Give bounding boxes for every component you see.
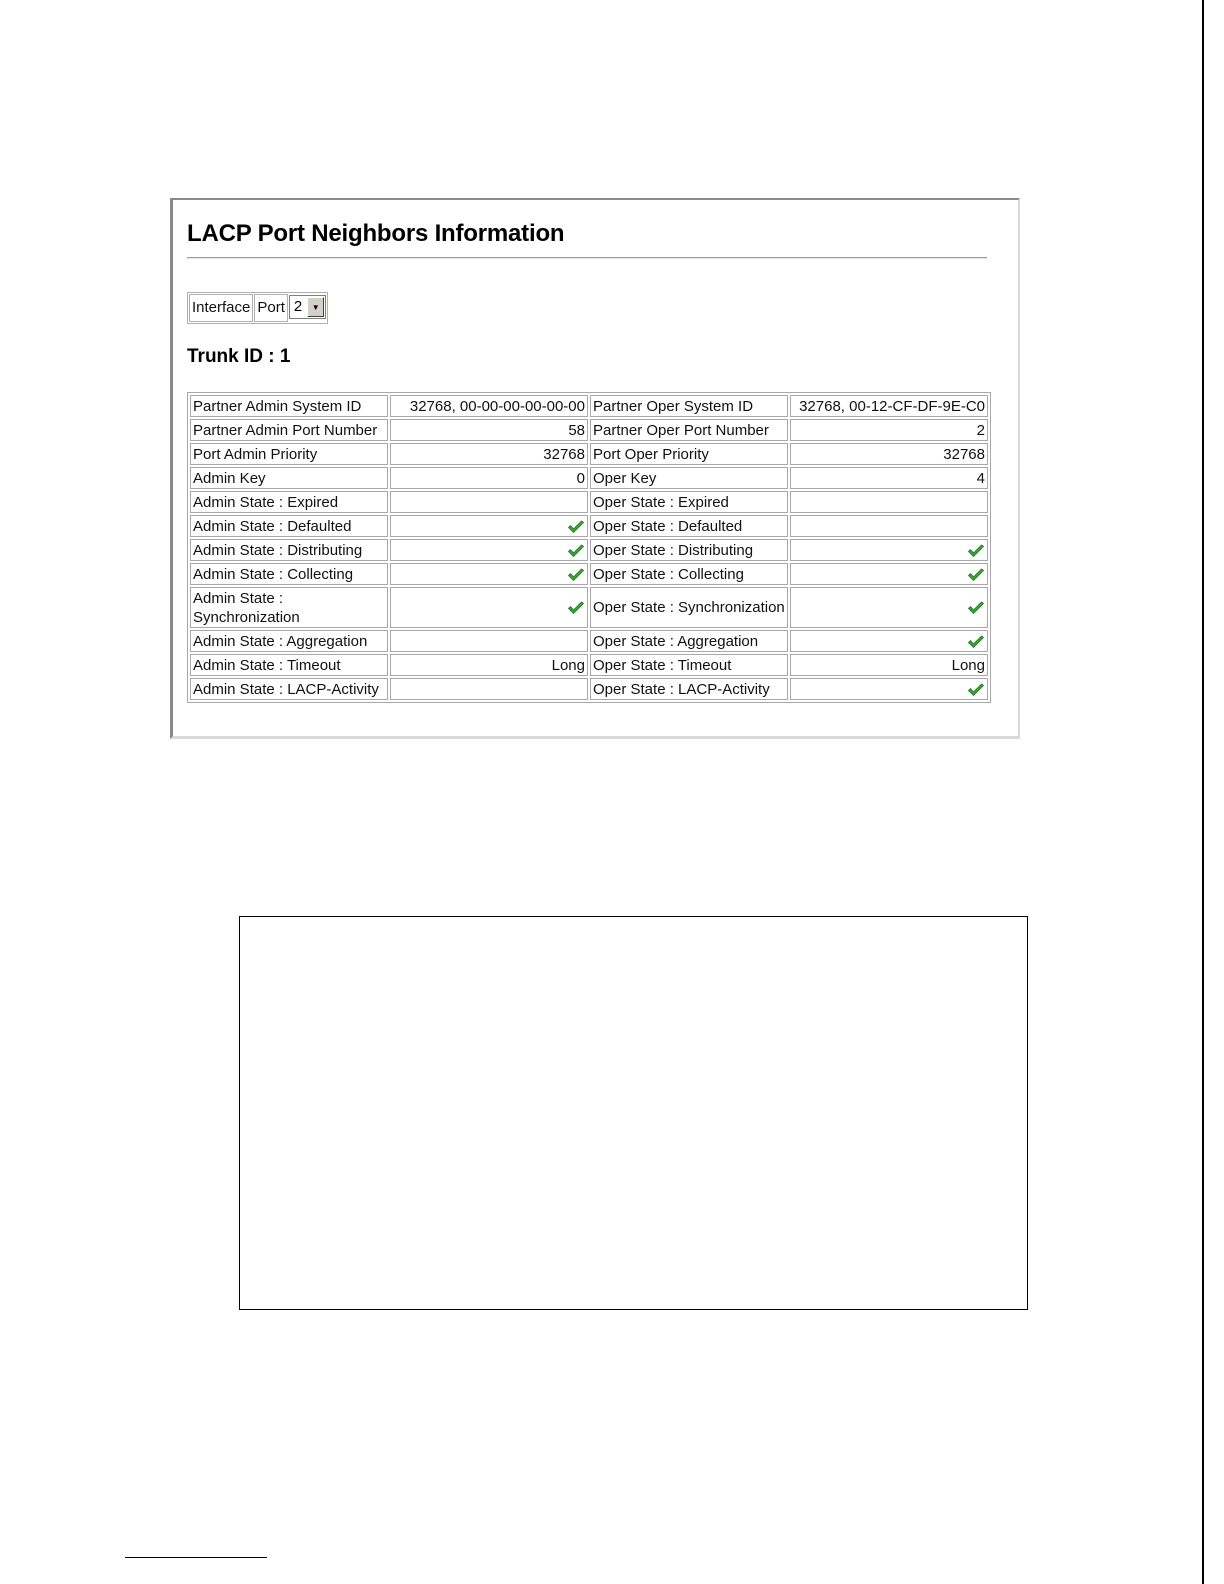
green-checkmark-icon — [967, 681, 985, 698]
oper-value-cell: 32768, 00-12-CF-DF-9E-C0 — [790, 395, 988, 417]
oper-value-cell: 4 — [790, 467, 988, 489]
admin-label-cell: Admin Key — [190, 467, 388, 489]
green-checkmark-icon — [967, 633, 985, 650]
oper-label-cell: Partner Oper Port Number — [590, 419, 788, 441]
oper-label-cell: Oper State : Expired — [590, 491, 788, 513]
oper-label-cell: Partner Oper System ID — [590, 395, 788, 417]
table-row — [190, 678, 988, 700]
chevron-down-icon[interactable]: ▼ — [307, 297, 324, 317]
table-row — [190, 539, 988, 561]
cli-example-box — [239, 916, 1028, 1310]
oper-label-cell: Oper State : Collecting — [590, 563, 788, 585]
oper-label-cell: Oper State : Distributing — [590, 539, 788, 561]
admin-label-cell: Admin State : Timeout — [190, 654, 388, 676]
footnote-divider — [125, 1557, 267, 1558]
admin-value-cell — [390, 587, 588, 628]
oper-label-cell: Oper State : Defaulted — [590, 515, 788, 537]
table-row — [190, 395, 988, 417]
interface-selector — [187, 292, 328, 324]
oper-value-cell — [790, 587, 988, 628]
admin-value-cell: 32768, 00-00-00-00-00-00 — [390, 395, 588, 417]
oper-value-cell — [790, 678, 988, 700]
admin-value-cell — [390, 539, 588, 561]
oper-label-cell: Port Oper Priority — [590, 443, 788, 465]
interface-label: Interface — [189, 294, 253, 322]
admin-label-cell: Partner Admin System ID — [190, 395, 388, 417]
admin-value-cell — [390, 630, 588, 652]
oper-label-cell: Oper State : Synchronization — [590, 587, 788, 628]
oper-label-cell: Oper Key — [590, 467, 788, 489]
oper-value-cell — [790, 515, 988, 537]
oper-label-cell: Oper State : Aggregation — [590, 630, 788, 652]
page-edge-bar — [1202, 0, 1204, 1584]
page-title: LACP Port Neighbors Information — [187, 220, 565, 247]
admin-label-cell: Admin State : Expired — [190, 491, 388, 513]
admin-value-cell: 32768 — [390, 443, 588, 465]
port-label: Port — [254, 294, 288, 322]
oper-value-cell: 2 — [790, 419, 988, 441]
table-row — [190, 563, 988, 585]
green-checkmark-icon — [967, 542, 985, 559]
green-checkmark-icon — [567, 542, 585, 559]
table-row — [190, 467, 988, 489]
admin-value-cell: 58 — [390, 419, 588, 441]
green-checkmark-icon — [967, 599, 985, 616]
table-row — [190, 654, 988, 676]
admin-value-cell: Long — [390, 654, 588, 676]
lacp-neighbors-panel — [170, 198, 1020, 739]
admin-label-cell: Admin State : Distributing — [190, 539, 388, 561]
oper-label-cell: Oper State : Timeout — [590, 654, 788, 676]
oper-label-cell: Oper State : LACP-Activity — [590, 678, 788, 700]
table-row — [190, 515, 988, 537]
oper-value-cell: 32768 — [790, 443, 988, 465]
green-checkmark-icon — [567, 566, 585, 583]
green-checkmark-icon — [567, 518, 585, 535]
oper-value-cell — [790, 539, 988, 561]
green-checkmark-icon — [967, 566, 985, 583]
admin-label-cell: Admin State : Collecting — [190, 563, 388, 585]
admin-label-cell: Partner Admin Port Number — [190, 419, 388, 441]
oper-value-cell — [790, 491, 988, 513]
admin-label-cell: Admin State : Aggregation — [190, 630, 388, 652]
admin-value-cell — [390, 491, 588, 513]
oper-value-cell — [790, 563, 988, 585]
table-row — [190, 587, 988, 628]
admin-label-cell: Admin State : Synchronization — [190, 587, 388, 628]
admin-value-cell — [390, 563, 588, 585]
table-row — [190, 419, 988, 441]
oper-value-cell — [790, 630, 988, 652]
port-select[interactable] — [289, 295, 326, 319]
neighbors-table — [187, 392, 991, 703]
admin-label-cell: Port Admin Priority — [190, 443, 388, 465]
green-checkmark-icon — [567, 599, 585, 616]
table-row — [190, 630, 988, 652]
admin-label-cell: Admin State : Defaulted — [190, 515, 388, 537]
oper-value-cell: Long — [790, 654, 988, 676]
admin-value-cell — [390, 678, 588, 700]
admin-value-cell — [390, 515, 588, 537]
admin-label-cell: Admin State : LACP-Activity — [190, 678, 388, 700]
title-divider — [187, 257, 987, 259]
port-select-value: 2 — [293, 298, 303, 315]
admin-value-cell: 0 — [390, 467, 588, 489]
table-row — [190, 443, 988, 465]
trunk-id: Trunk ID : 1 — [187, 346, 291, 367]
table-row — [190, 491, 988, 513]
